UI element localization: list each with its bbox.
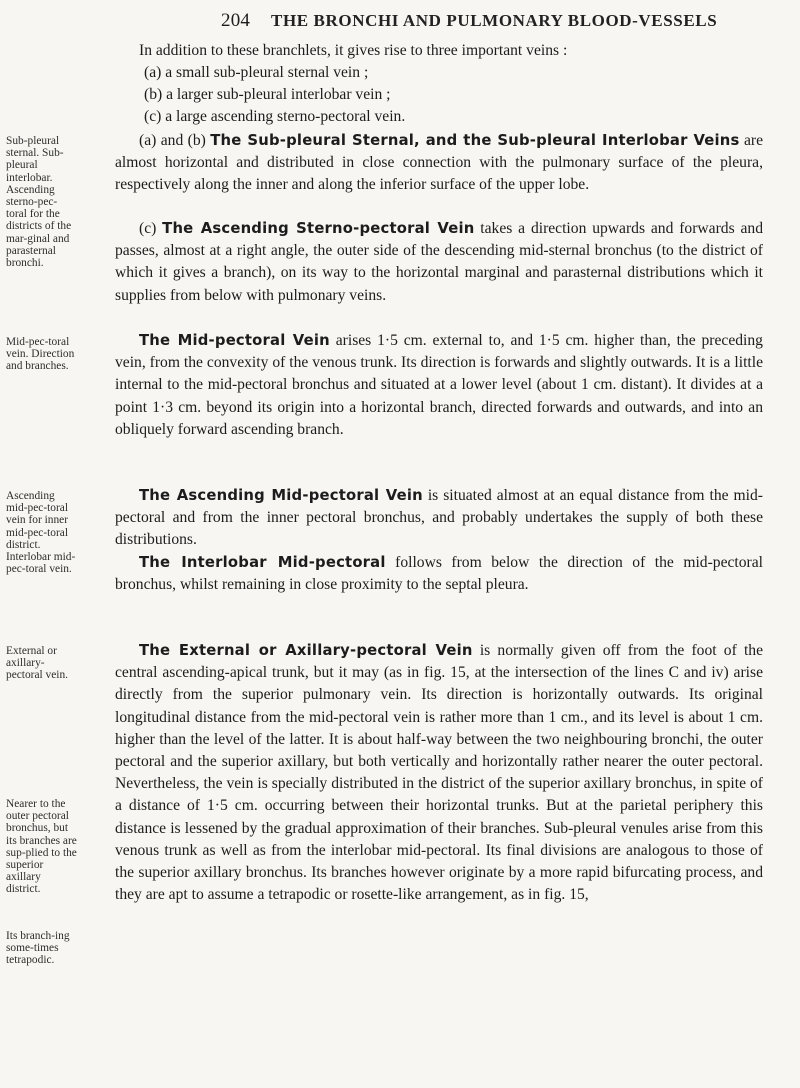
section-interlobar-mid-pectoral [115,552,763,596]
intro-paragraph-block [115,40,763,62]
margin-note-block [6,930,78,967]
section-text: follows from below the direction of the mid-pectoral bronchus, whilst remaining in close proximity to the septal pleura. [115,554,763,594]
section-heading: The Interlobar Mid-pectoral [139,554,386,571]
margin-note: Mid-pec-toral vein. Direction and branches. [6,336,75,373]
margin-note-block [6,645,78,682]
list-item: (a) a small sub-pleural sternal vein ; [144,64,369,81]
section-mid-pectoral [115,330,763,441]
margin-note-block [6,798,78,896]
vein-list [144,62,744,129]
section-paragraph [115,330,763,441]
section-lead: (c) [139,220,163,237]
margin-note: Ascending mid-pec-toral vein for inner mid-pec-toral district. Interlobar mid-pec-toral vein. [6,490,76,576]
margin-note: Nearer to the outer pectoral bronchus, but its branches are sup-plied to the superior axillary district. [6,798,77,896]
section-ascending-sterno-pectoral [115,218,763,307]
section-text: arises 1·5 cm. external to, and 1·5 cm. higher than, the preceding vein, from the convexity of the venous trunk. Its direction is forwards and slightly outwards. It is a little internal to the mid-pectoral bronchus and situated at a lower level (about 1 cm. distant). It divides at a point 1·3 cm. beyond its origin into a horizontal branch, directed forwards and outwards, and into an obliquely forward ascending branch. [115,332,763,438]
section-paragraph [115,552,763,596]
running-head [221,8,760,36]
margin-note-block [6,336,78,373]
margin-note: Sub-pleural sternal. Sub-pleural interlobar. Ascending sterno-pec-toral for the districts of the mar-ginal and parasternal bronchi. [6,135,72,270]
margin-note: External or axillary-pectoral vein. [6,645,68,682]
section-text: takes a direction upwards and forwards and passes, almost at a right angle, the outer side of the descending mid-sternal bronchus (to the district of which it gives a branch), on its way to the horizontal marginal and parasternal distributions which it supplies from below with pulmonary veins. [115,220,763,304]
section-lead: (a) and (b) [139,132,211,149]
section-text: is normally given off from the foot of the central ascending-apical trunk, but it may (as in fig. 15, at the intersection of the lines C and iv) arise directly from the superior pulmonary vein. Its direction is horizontally outwards. Its original longitudinal distance from the mid-pectoral vein is rather more than 1 cm., and its level is about 1 cm. higher than the level of the latter. It is about half-way between the two neighbouring bronchi, the outer pectoral and the superior axillary, but both vertically and horizontally rather nearer the outer pectoral. Nevertheless, the vein is specially distributed in the district of the superior axillary bronchus, in spite of a distance of 1·5 cm. occurring between their horizontal trunks. But at the parietal periphery this distance is lessened by the gradual approximation of their branches. Sub-pleural venules arise from this venous trunk as well as from the interlobar mid-pectoral. Its final divisions are analogous to those of the superior axillary bronchus. Its branches however originate by a more rapid bifurcating process, and they are apt to assume a tetrapodic or rosette-like arrangement, as in fig. 15, [115,642,763,904]
section-paragraph [115,218,763,307]
running-title: THE BRONCHI AND PULMONARY BLOOD-VESSELS [271,11,718,30]
section-paragraph [115,485,763,552]
section-paragraph [115,640,763,906]
section-heading: The Sub-pleural Sternal, and the Sub-pleural Interlobar Veins [210,132,740,149]
margin-note-block [6,135,78,269]
section-paragraph [115,130,763,197]
section-heading: The External or Axillary-pectoral Vein [139,642,473,659]
margin-note-block [6,490,78,575]
section-text: is situated almost at an equal distance from the mid-pectoral and from the inner pectoral bronchus, and probably undertakes the supply of both these distributions. [115,487,763,549]
section-heading: The Mid-pectoral Vein [139,332,330,349]
section-ascending-mid-pectoral [115,485,763,552]
section-subpleural [115,130,763,197]
intro-paragraph: In addition to these branchlets, it gives rise to three important veins : [139,42,568,59]
section-text: are almost horizontal and distributed in close connection with the pulmonary surface of the pleura, respectively along the inner and along the inferior surface of the upper lobe. [115,132,763,194]
section-heading: The Ascending Sterno-pectoral Vein [162,220,475,237]
list-item: (c) a large ascending sterno-pectoral vein. [144,108,406,126]
section-external-axillary-pectoral [115,640,763,906]
list-item: (b) a larger sub-pleural interlobar vein ; [144,86,391,104]
margin-note: Its branch-ing some-times tetrapodic. [6,930,70,967]
section-heading: The Ascending Mid-pectoral Vein [139,487,423,504]
page-number: 204 [221,10,251,31]
